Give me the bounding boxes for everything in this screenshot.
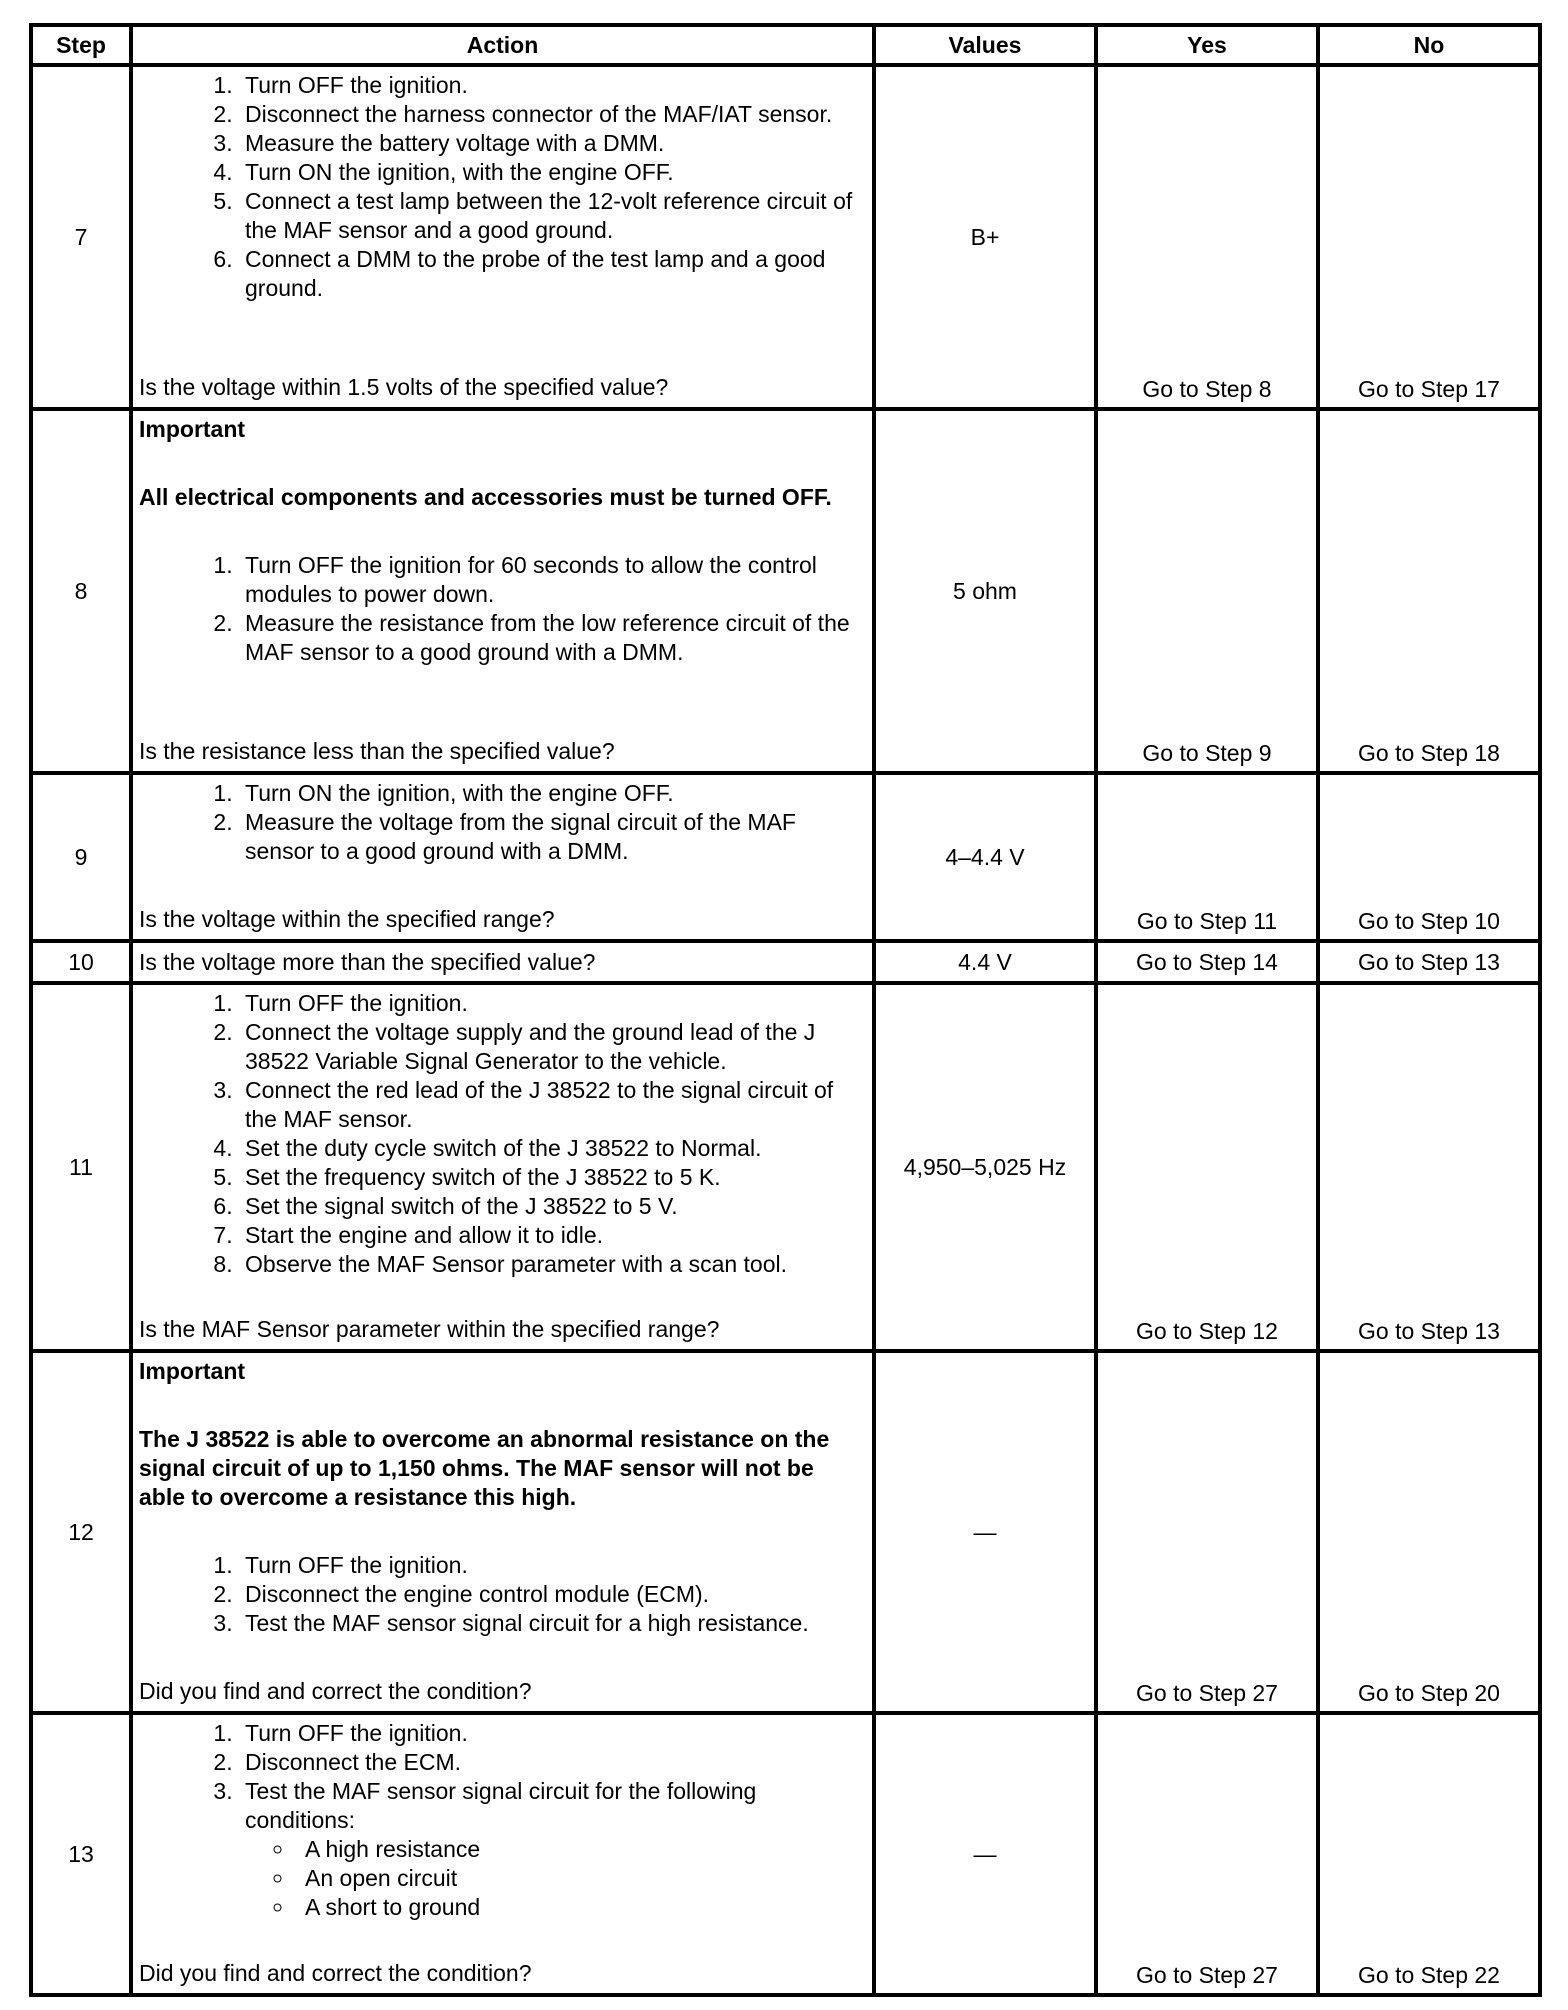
step-number: 12 [31, 1351, 131, 1713]
action-step: 3. Connect the red lead of the J 38522 to the signal circuit of the MAF sensor. [239, 1076, 866, 1134]
value-cell: — [874, 1713, 1096, 1995]
yes-cell: Go to Step 14 [1096, 941, 1318, 983]
action-step [239, 1777, 866, 1922]
action-cell [131, 1713, 874, 1995]
value-cell: B+ [874, 65, 1096, 409]
action-step: 2. Disconnect the harness connector of the MAF/IAT sensor. [239, 100, 866, 129]
value-cell: 4.4 V [874, 941, 1096, 983]
action-step: 2. Measure the voltage from the signal circuit of the MAF sensor to a good ground with a DMM. [239, 808, 866, 866]
action-step: 1. Turn OFF the ignition. [239, 71, 866, 100]
yes-cell: Go to Step 12 [1096, 983, 1318, 1351]
action-question: Is the voltage within the specified range? [139, 906, 555, 932]
action-step: 1. Turn OFF the ignition. [239, 1551, 866, 1580]
header-no: No [1318, 25, 1540, 65]
action-cell [131, 773, 874, 941]
no-cell: Go to Step 22 [1318, 1713, 1540, 1995]
action-step: 1. Turn OFF the ignition for 60 seconds to allow the control modules to power down. [239, 551, 866, 609]
action-step: 2. Measure the resistance from the low reference circuit of the MAF sensor to a good ground with a DMM. [239, 609, 866, 667]
action-cell [131, 941, 874, 983]
no-cell: Go to Step 20 [1318, 1351, 1540, 1713]
action-question: Is the resistance less than the specified value? [139, 738, 615, 764]
action-question: Is the voltage more than the specified value? [139, 948, 596, 975]
action-steps [139, 779, 866, 866]
no-cell: Go to Step 13 [1318, 941, 1540, 983]
table-row-step-9 [31, 773, 1540, 941]
header-action: Action [131, 25, 874, 65]
action-steps [139, 551, 866, 667]
yes-cell: Go to Step 8 [1096, 65, 1318, 409]
table-row-step-8 [31, 409, 1540, 773]
action-step: 2. Connect the voltage supply and the ground lead of the J 38522 Variable Signal Generator to the vehicle. [239, 1018, 866, 1076]
header-row [31, 25, 1540, 65]
action-step: 3. Test the MAF sensor signal circuit for a high resistance. [239, 1609, 866, 1638]
action-step-text: Test the MAF sensor signal circuit for the following conditions: [245, 1778, 757, 1833]
action-cell [131, 1351, 874, 1713]
table-row-step-13 [31, 1713, 1540, 1995]
action-step: 5. Connect a test lamp between the 12-volt reference circuit of the MAF sensor and a good ground. [239, 187, 866, 245]
no-cell: Go to Step 18 [1318, 409, 1540, 773]
action-steps [139, 1551, 866, 1638]
no-cell: Go to Step 13 [1318, 983, 1540, 1351]
header-step: Step [31, 25, 131, 65]
action-step: 4. Set the duty cycle switch of the J 38522 to Normal. [239, 1134, 866, 1163]
condition-item: ◦ A short to ground [295, 1893, 866, 1922]
action-step: 1. Turn ON the ignition, with the engine OFF. [239, 779, 866, 808]
header-values: Values [874, 25, 1096, 65]
action-step: 8. Observe the MAF Sensor parameter with a scan tool. [239, 1250, 866, 1279]
step-number: 13 [31, 1713, 131, 1995]
no-cell: Go to Step 17 [1318, 65, 1540, 409]
action-step: 5. Set the frequency switch of the J 38522 to 5 K. [239, 1163, 866, 1192]
action-step: 1. Turn OFF the ignition. [239, 1719, 866, 1748]
action-step: 2. Disconnect the ECM. [239, 1748, 866, 1777]
table-row-step-10 [31, 941, 1540, 983]
yes-cell: Go to Step 9 [1096, 409, 1318, 773]
action-steps [139, 1719, 866, 1922]
value-cell: 5 ohm [874, 409, 1096, 773]
action-question: Did you find and correct the condition? [139, 1960, 532, 1986]
important-heading: Important [139, 1358, 246, 1384]
step-number: 7 [31, 65, 131, 409]
yes-cell: Go to Step 11 [1096, 773, 1318, 941]
condition-item: ◦ A high resistance [295, 1835, 866, 1864]
important-heading: Important [139, 416, 246, 442]
condition-item: ◦ An open circuit [295, 1864, 866, 1893]
important-note: All electrical components and accessories must be turned OFF. [139, 484, 832, 510]
action-cell [131, 409, 874, 773]
action-question: Is the voltage within 1.5 volts of the specified value? [139, 374, 669, 400]
action-steps [139, 989, 866, 1279]
action-step: 4. Turn ON the ignition, with the engine OFF. [239, 158, 866, 187]
step-number: 11 [31, 983, 131, 1351]
action-steps [139, 71, 866, 303]
value-cell: 4–4.4 V [874, 773, 1096, 941]
step-number: 10 [31, 941, 131, 983]
step-number: 9 [31, 773, 131, 941]
action-step: 1. Turn OFF the ignition. [239, 989, 866, 1018]
diagnostic-table [29, 23, 1542, 1997]
action-step: 7. Start the engine and allow it to idle. [239, 1221, 866, 1250]
action-question: Is the MAF Sensor parameter within the specified range? [139, 1316, 720, 1342]
important-note: The J 38522 is able to overcome an abnormal resistance on the signal circuit of up to 1,150 ohms. The MAF sensor will not be able to overcome a resistance this high. [139, 1426, 830, 1510]
condition-list [245, 1835, 866, 1922]
table-row-step-11 [31, 983, 1540, 1351]
no-cell: Go to Step 10 [1318, 773, 1540, 941]
action-step: 6. Set the signal switch of the J 38522 to 5 V. [239, 1192, 866, 1221]
table-row-step-7 [31, 65, 1540, 409]
value-cell: 4,950–5,025 Hz [874, 983, 1096, 1351]
header-yes: Yes [1096, 25, 1318, 65]
action-step: 3. Measure the battery voltage with a DMM. [239, 129, 866, 158]
action-cell [131, 65, 874, 409]
action-step: 2. Disconnect the engine control module (ECM). [239, 1580, 866, 1609]
value-cell: — [874, 1351, 1096, 1713]
action-step: 6. Connect a DMM to the probe of the test lamp and a good ground. [239, 245, 866, 303]
yes-cell: Go to Step 27 [1096, 1351, 1318, 1713]
action-cell [131, 983, 874, 1351]
action-question: Did you find and correct the condition? [139, 1678, 532, 1704]
yes-cell: Go to Step 27 [1096, 1713, 1318, 1995]
step-number: 8 [31, 409, 131, 773]
table-row-step-12 [31, 1351, 1540, 1713]
